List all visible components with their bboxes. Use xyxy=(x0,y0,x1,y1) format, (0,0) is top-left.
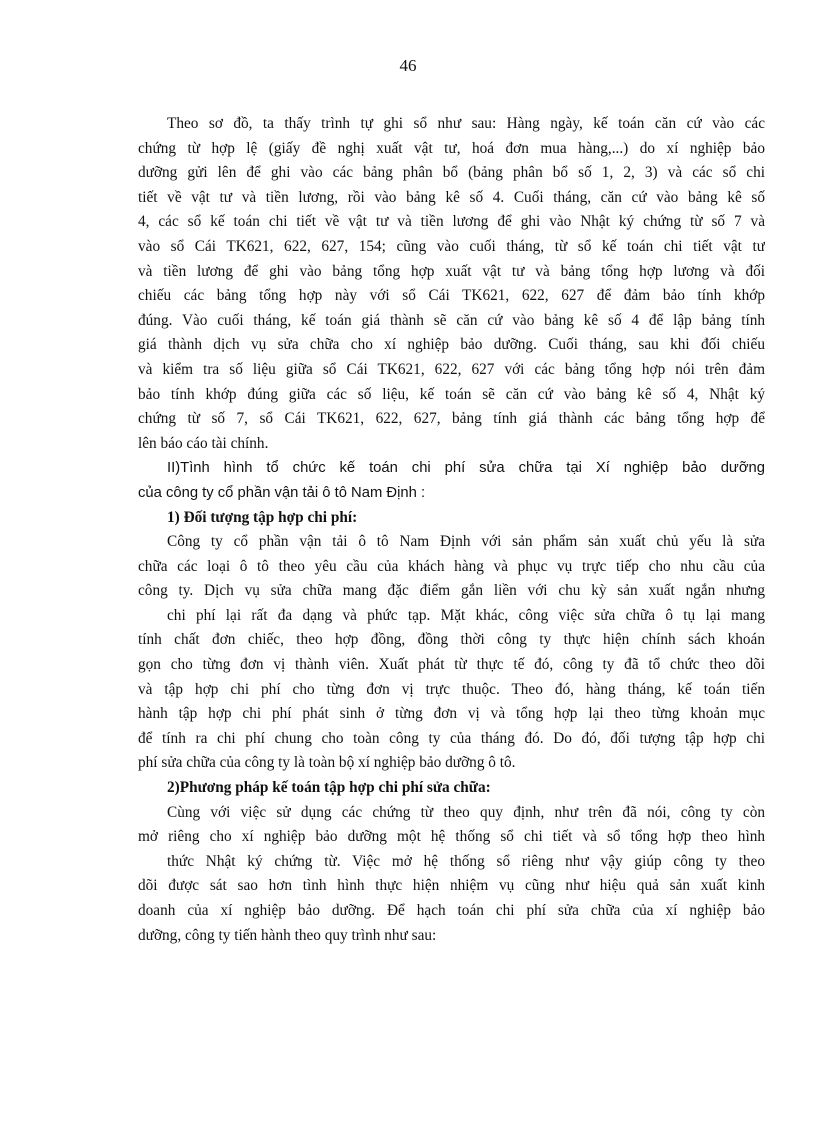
text-line: chi phí lại rất đa dạng và phức tạp. Mặt khác, công việc sửa chữa ô tụ lại mang xyxy=(167,606,765,624)
text-line: Theo sơ đồ, ta thấy trình tự ghi sổ như sau: Hàng ngày, kế toán căn cứ vào các xyxy=(167,115,765,132)
text-line: để tính ra chi phí chung cho toàn công ty của tháng đó. Do đó, đối tượng tập hợp chi xyxy=(138,729,765,747)
text-line: dõi được sát sao hơn tình hình thực hiện nhiệm vụ cũng như hiệu quả sản xuất kinh xyxy=(138,877,765,895)
text-line: dưỡng gửi lên để ghi vào các bảng phân bổ (bảng phân bổ số 1, 2, 3) và các sổ chi xyxy=(138,164,765,182)
text-line: giá thành dịch vụ sửa chữa cho xí nghiệp bảo dưỡng. Cuối tháng, sau khi đối chiếu xyxy=(138,336,765,354)
text-line: và kiểm tra số liệu giữa sổ Cái TK621, 622, 627 với các bảng tổng hợp nói trên đảm xyxy=(138,360,765,378)
subheading-accounting-method: 2)Phương pháp kế toán tập hợp chi phí sửa chữa: xyxy=(167,779,491,797)
text-line: dưỡng, công ty tiến hành theo quy trình như sau: xyxy=(138,926,437,944)
text-line: bảo tính khớp đúng giữa các số liệu, kế toán sẽ căn cứ vào bảng kê số 4, Nhật ký xyxy=(138,385,765,403)
text-line: và tiền lương để ghi vào bảng tổng hợp xuất vật tư và bảng tổng hợp lương và đối xyxy=(138,262,765,280)
text-line: Cùng với việc sử dụng các chứng từ theo quy định, như trên đã nói, công ty còn xyxy=(167,803,765,821)
text-line: 4, các sổ kế toán chi tiết về vật tư và tiền lương để ghi vào Nhật ký chứng từ số 7 và xyxy=(138,213,765,231)
text-line: II)Tình hình tổ chức kế toán chi phí sửa chữa tại Xí nghiệp bảo dưỡng xyxy=(167,460,765,477)
text-line: mở riêng cho xí nghiệp bảo dưỡng một hệ thống sổ chi tiết và sổ tổng hợp theo hình xyxy=(138,828,765,846)
paragraph-cost-object xyxy=(138,530,765,776)
text-line: chiếu các bảng tổng hợp này với sổ Cái TK621, 622, 627 để đảm bảo tính khớp xyxy=(138,287,765,305)
text-line: hành tập hợp chi phí phát sinh ở từng đơn vị và tổng hợp lại theo từng khoản mục xyxy=(138,705,765,723)
text-line: công ty. Dịch vụ sửa chữa mang đặc điểm gắn liền với chu kỳ sản xuất ngắn nhưng xyxy=(138,582,765,600)
paragraph-recording-sequence xyxy=(138,112,765,456)
text-line: chứng từ hợp lệ (giấy đề nghị xuất vật tư, hoá đơn mua hàng,...) do xí nghiệp bảo xyxy=(138,139,765,157)
text-line: doanh của xí nghiệp bảo dưỡng. Để hạch toán chi phí sửa chữa của xí nghiệp bảo xyxy=(138,902,765,919)
subheading-cost-object: 1) Đối tượng tập hợp chi phí: xyxy=(167,508,358,526)
text-line: vào sổ Cái TK621, 622, 627, 154; cũng vào cuối tháng, từ sổ kế toán chi tiết vật tư xyxy=(138,237,765,255)
section-heading xyxy=(138,456,765,505)
text-line: chứng từ số 7, sổ Cái TK621, 622, 627, bảng tính giá thành các bảng tổng hợp để xyxy=(138,410,765,428)
text-line: tính chất đơn chiếc, theo hợp đồng, đồng thời công ty thực hiện chính sách khoán xyxy=(138,631,765,649)
text-line: lên báo cáo tài chính. xyxy=(138,434,269,452)
text-line: Công ty cổ phần vận tải ô tô Nam Định với sản phẩm sản xuất chủ yếu là sửa xyxy=(167,533,765,551)
document-body xyxy=(138,112,765,948)
text-line: và tập hợp chi phí cho từng đơn vị trực thuộc. Theo đó, hàng tháng, kế toán tiến xyxy=(138,680,765,698)
text-line: gọn cho từng đơn vị thành viên. Xuất phát từ thực tế đó, công ty đã tổ chức theo dõi xyxy=(138,656,765,674)
paragraph-accounting-method xyxy=(138,801,765,949)
text-line: thức Nhật ký chứng từ. Việc mở hệ thống sổ riêng như vậy giúp công ty theo xyxy=(167,852,765,870)
page-number: 46 xyxy=(399,56,417,75)
text-line: chữa các loại ô tô theo yêu cầu của khách hàng và phục vụ trực tiếp cho nhu cầu của xyxy=(138,557,765,575)
text-line: đúng. Vào cuối tháng, kế toán giá thành sẽ căn cứ vào bảng kê số 4 để lập bảng tính xyxy=(138,311,765,329)
text-line: phí sửa chữa của công ty là toàn bộ xí nghiệp bảo dưỡng ô tô. xyxy=(138,754,516,772)
text-line: tiết về vật tư và tiền lương, rồi vào bảng kê số 4. Cuối tháng, căn cứ vào bảng kê số xyxy=(138,188,765,206)
text-line: của công ty cổ phần vận tải ô tô Nam Định : xyxy=(138,484,426,501)
